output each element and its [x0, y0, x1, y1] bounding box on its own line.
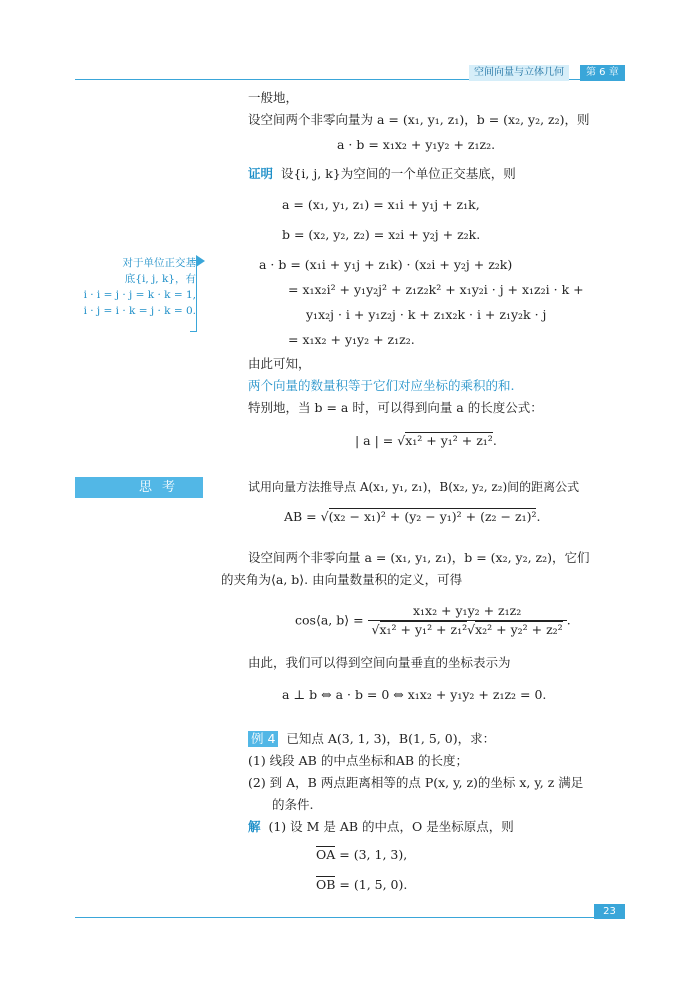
think-label: 思考	[138, 480, 185, 495]
text-line: 设空间两个非零向量为 a = (x₁, y₁, z₁)，b = (x₂, y₂, z₂)，则	[248, 112, 590, 127]
formula-part: cos⟨a, b⟩ =	[295, 612, 364, 628]
sidenote	[71, 255, 196, 319]
text-line: 一般地，	[248, 90, 299, 105]
text-line: 特别地，当 b = a 时，可以得到向量 a 的长度公式：	[248, 400, 543, 415]
formula-part: = (3, 1, 3),	[339, 847, 408, 862]
formula-radicand: x₂² + y₂² + z₂²	[475, 622, 563, 637]
sidenote-bracket	[190, 260, 197, 332]
vector-ob: OB	[316, 877, 336, 892]
solution-line	[248, 819, 514, 835]
fraction	[368, 602, 567, 639]
formula-oa	[316, 847, 407, 863]
formula-part: .	[566, 612, 571, 628]
formula-part: | a | = √	[355, 433, 406, 448]
example-item: 的条件.	[272, 797, 314, 812]
example-badge: 例 4	[248, 731, 278, 747]
formula-distance	[284, 509, 540, 525]
solution-label: 解	[248, 819, 261, 834]
proof-text: 设{i, j, k}为空间的一个单位正交基底，则	[280, 166, 516, 181]
proof-label: 证明	[248, 166, 274, 181]
header-section-title: 空间向量与立体几何	[469, 65, 569, 81]
formula-part: .	[492, 433, 497, 448]
highlight-statement: 两个向量的数量积等于它们对应坐标的乘积的和.	[248, 378, 515, 393]
example-item: (2) 到 A，B 两点距离相等的点 P(x, y, z)的坐标 x, y, z 满足	[248, 775, 584, 790]
example-item: (1) 线段 AB 的中点坐标和AB 的长度；	[248, 753, 469, 768]
formula-ab-step1: = x₁x₂i² + y₁y₂j² + z₁z₂k² + x₁y₂i · j + x₁z₂i · k +	[288, 282, 584, 297]
formula-length	[355, 433, 497, 449]
formula-radicand: (x₂ − x₁)² + (y₂ − y₁)² + (z₂ − z₁)²	[328, 509, 537, 524]
example-heading	[248, 731, 495, 747]
formula-a-expansion: a = (x₁, y₁, z₁) = x₁i + y₁j + z₁k,	[282, 197, 480, 212]
fraction-numerator: x₁x₂ + y₁y₂ + z₁z₂	[368, 602, 567, 621]
formula-radicand: x₁² + y₁² + z₁²	[379, 622, 468, 637]
header-chapter-badge: 第 6 章	[580, 65, 625, 81]
example-text: 已知点 A(3, 1, 3)，B(1, 5, 0)，求：	[286, 731, 496, 746]
sidenote-line: 对于单位正交基	[122, 257, 196, 269]
proof-line	[248, 166, 516, 182]
sidenote-line: 底{i, j, k}，有	[124, 273, 196, 285]
fraction-denominator: √x₁² + y₁² + z₁²√x₂² + y₂² + z₂²	[371, 622, 563, 637]
think-text: 试用向量方法推导点 A(x₁, y₁, z₁)，B(x₂, y₂, z₂)间的距离公式	[248, 480, 580, 494]
think-banner	[75, 477, 203, 498]
formula-ob	[316, 877, 407, 893]
page-number: 23	[594, 904, 625, 919]
formula-ab-result: = x₁x₂ + y₁y₂ + z₁z₂.	[288, 332, 415, 347]
text-line: 的夹角为⟨a, b⟩. 由向量数量积的定义，可得	[221, 572, 463, 587]
formula-perpendicular: a ⊥ b ⇔ a · b = 0 ⇔ x₁x₂ + y₁y₂ + z₁z₂ = 0.	[282, 687, 547, 702]
formula-cosine	[295, 602, 571, 639]
footer-rule	[75, 917, 625, 918]
formula-part: = (1, 5, 0).	[339, 877, 408, 892]
text-line: 由此可知，	[248, 356, 311, 371]
formula-ab-product: a · b = (x₁i + y₁j + z₁k) · (x₂i + y₂j + z₂k)	[259, 257, 513, 272]
formula-part: AB = √	[284, 509, 329, 524]
formula-part: .	[536, 509, 541, 524]
text-line: 设空间两个非零向量 a = (x₁, y₁, z₁)，b = (x₂, y₂, z₂)，它们	[248, 550, 590, 565]
formula-dot-product: a · b = x₁x₂ + y₁y₂ + z₁z₂.	[337, 137, 496, 152]
text-line: 由此，我们可以得到空间向量垂直的坐标表示为	[248, 655, 511, 670]
formula-radicand: x₁² + y₁² + z₁²	[405, 433, 493, 448]
sidenote-arrow-icon	[196, 255, 205, 267]
formula-ab-step2: y₁x₂j · i + y₁z₂j · k + z₁x₂k · i + z₁y₂k · j	[306, 307, 547, 322]
sidenote-line: i · j = i · k = j · k = 0.	[83, 305, 196, 317]
formula-b-expansion: b = (x₂, y₂, z₂) = x₂i + y₂j + z₂k.	[282, 227, 481, 242]
solution-text: (1) 设 M 是 AB 的中点，O 是坐标原点，则	[268, 819, 514, 834]
sidenote-line: i · i = j · j = k · k = 1,	[83, 289, 196, 301]
vector-oa: OA	[316, 847, 336, 862]
